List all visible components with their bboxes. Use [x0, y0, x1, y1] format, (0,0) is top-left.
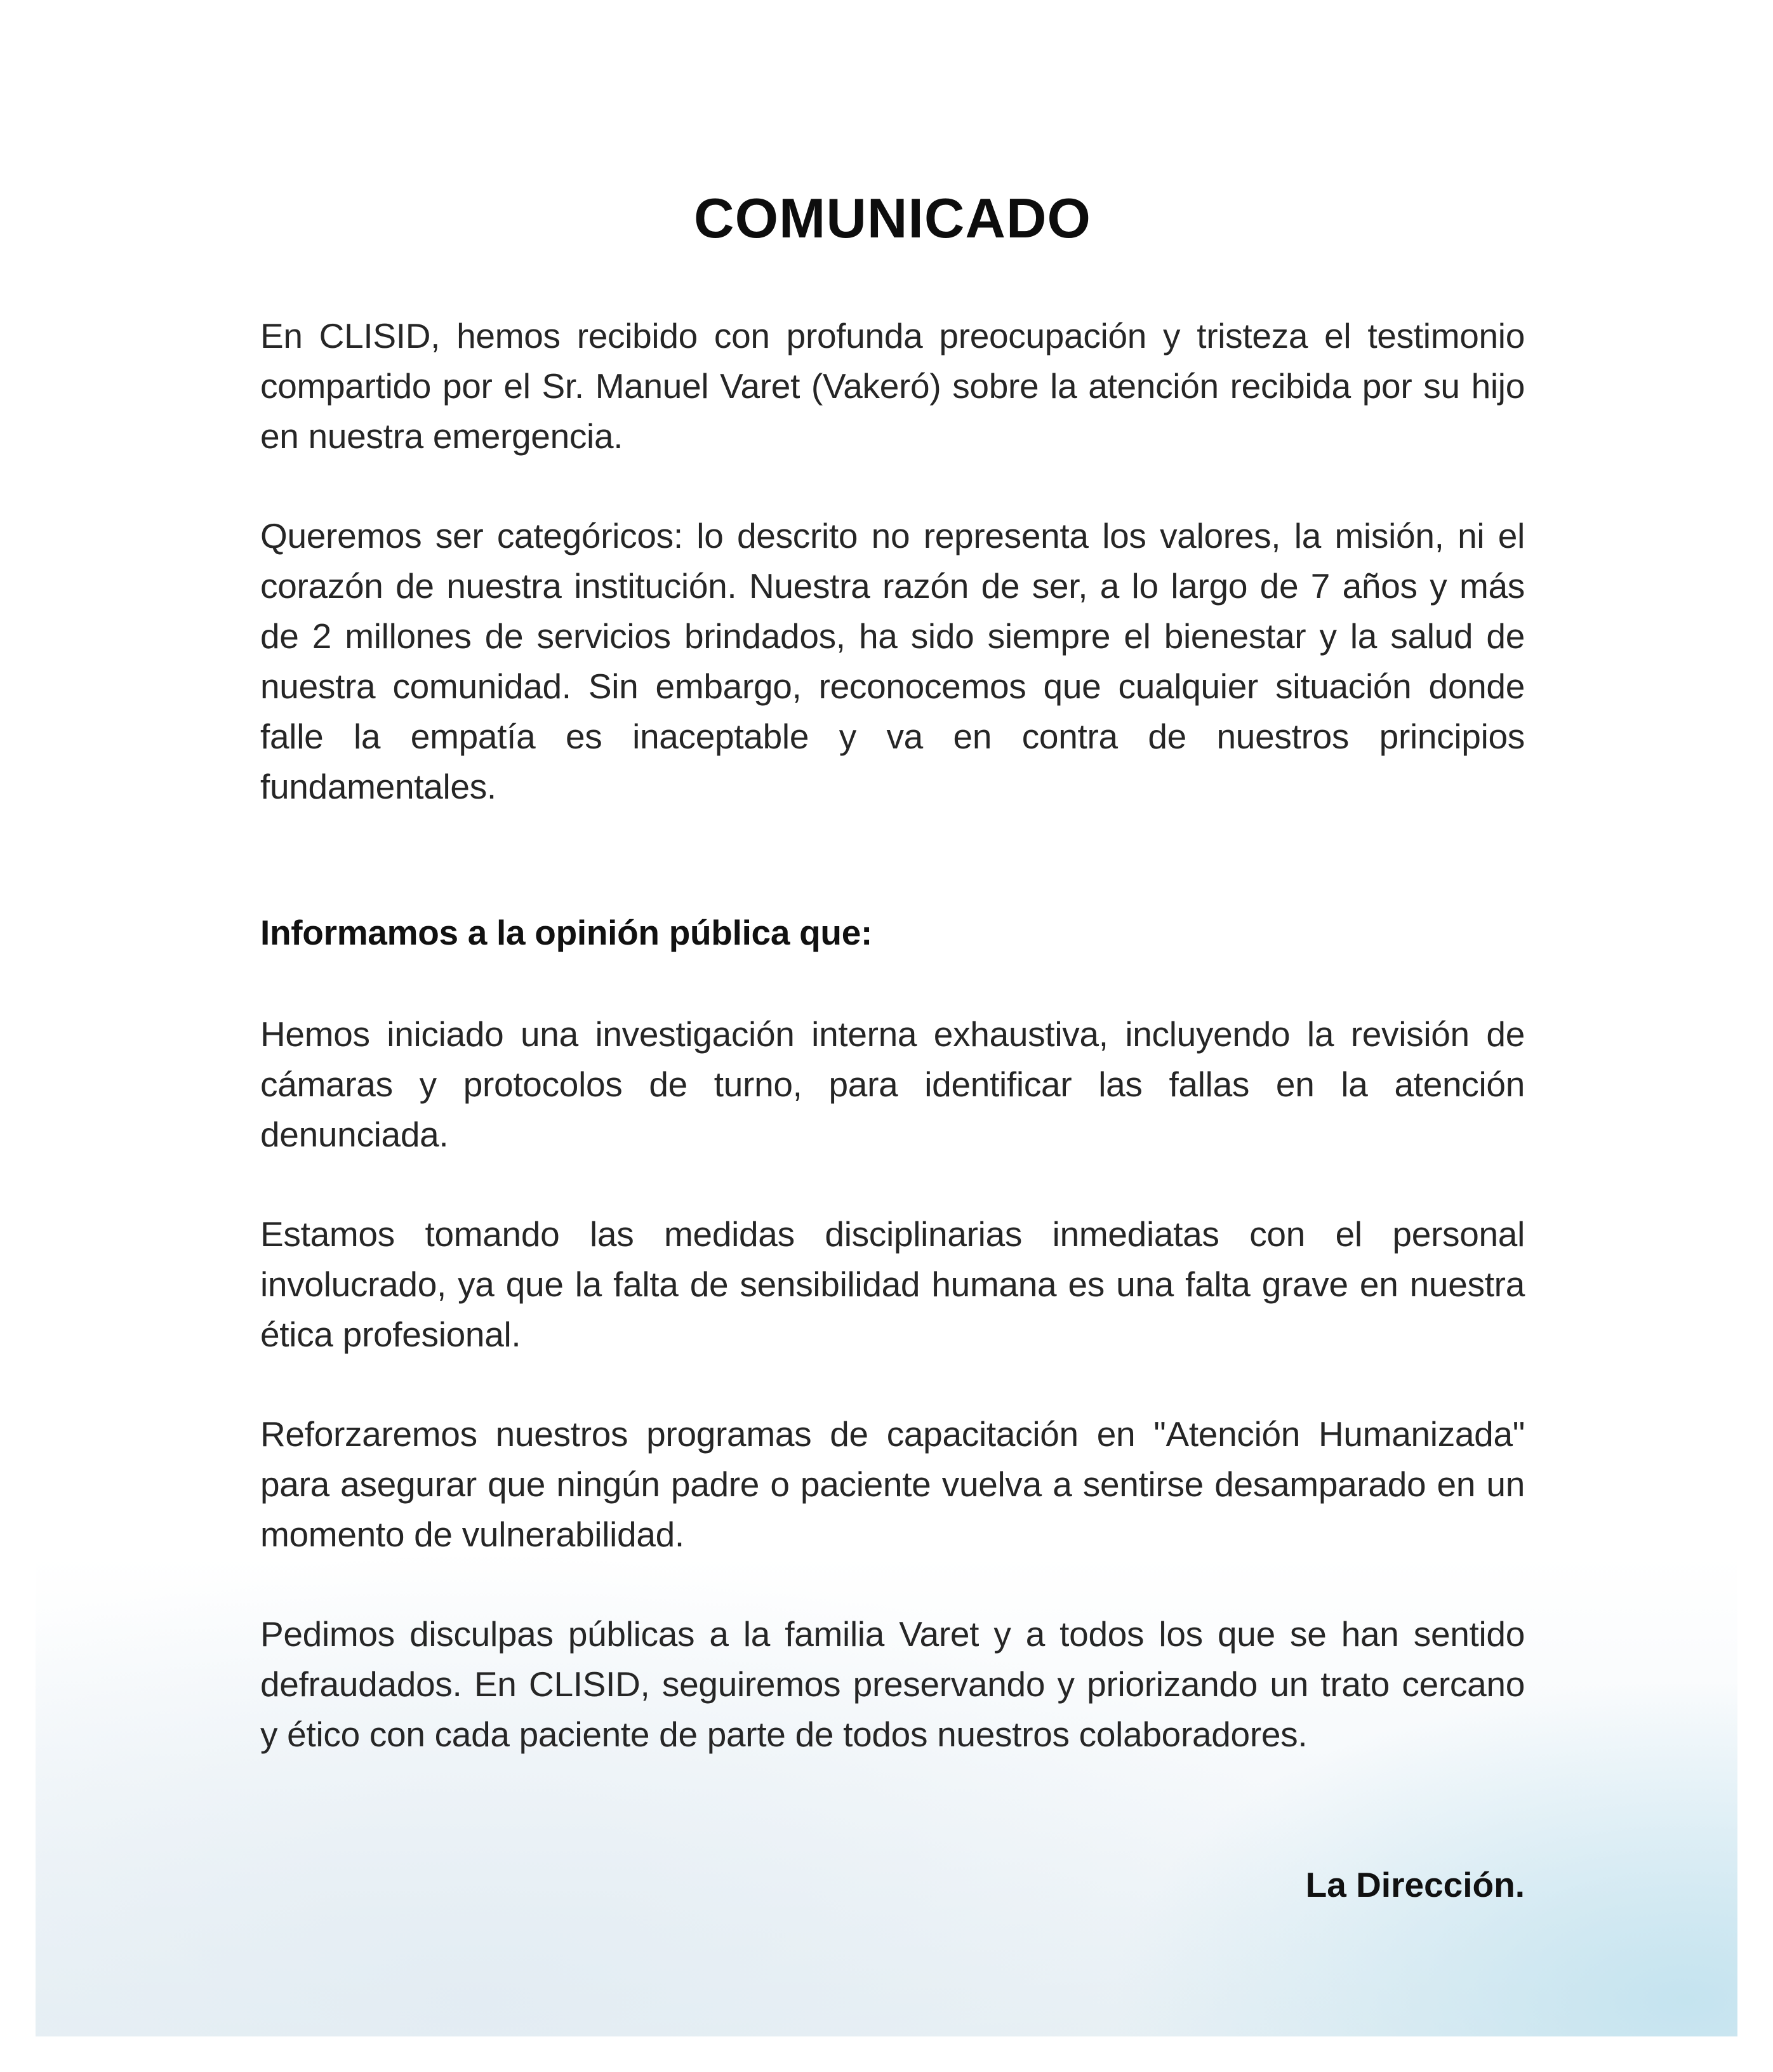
- public-notice-subheading: Informamos a la opinión pública que:: [260, 913, 873, 952]
- measure-disciplinary: Estamos tomando las medidas disciplinarias inmediatas con el personal involucrado, ya que la falta de sensibilidad humana es una falta grave en nuestra ética profesional.: [260, 1214, 1525, 1354]
- apology-paragraph: Pedimos disculpas públicas a la familia Varet y a todos los que se han sentido defraudados. En CLISID, seguiremos preservando y priorizando un trato cercano y ético con cada paciente de parte de todos nuestros colaboradores.: [260, 1614, 1525, 1754]
- page-title: COMUNICADO: [694, 187, 1091, 249]
- signature: La Dirección.: [1305, 1865, 1525, 1904]
- values-paragraph: Queremos ser categóricos: lo descrito no representa los valores, la misión, ni el corazón de nuestra institución. Nuestra razón de ser, a lo largo de 7 años y más de 2 millones de servicios brindados, ha sido siempre el bienestar y la salud de nuestra comunidad. Sin embargo, reconocemos que cualquier situación donde falle la empatía es inaceptable y va en contra de nuestros principios fundamentales.: [260, 516, 1525, 806]
- measure-training: Reforzaremos nuestros programas de capacitación en "Atención Humanizada" para asegurar que ningún padre o paciente vuelva a sentirse desamparado en un momento de vulnerabilidad.: [260, 1414, 1525, 1554]
- intro-paragraph: En CLISID, hemos recibido con profunda preocupación y tristeza el testimonio compartido por el Sr. Manuel Varet (Vakeró) sobre la atención recibida por su hijo en nuestra emergencia.: [260, 316, 1525, 456]
- statement-page: [36, 0, 1737, 2036]
- measure-investigation: Hemos iniciado una investigación interna exhaustiva, incluyendo la revisión de cámaras y protocolos de turno, para identificar las fallas en la atención denunciada.: [260, 1014, 1525, 1154]
